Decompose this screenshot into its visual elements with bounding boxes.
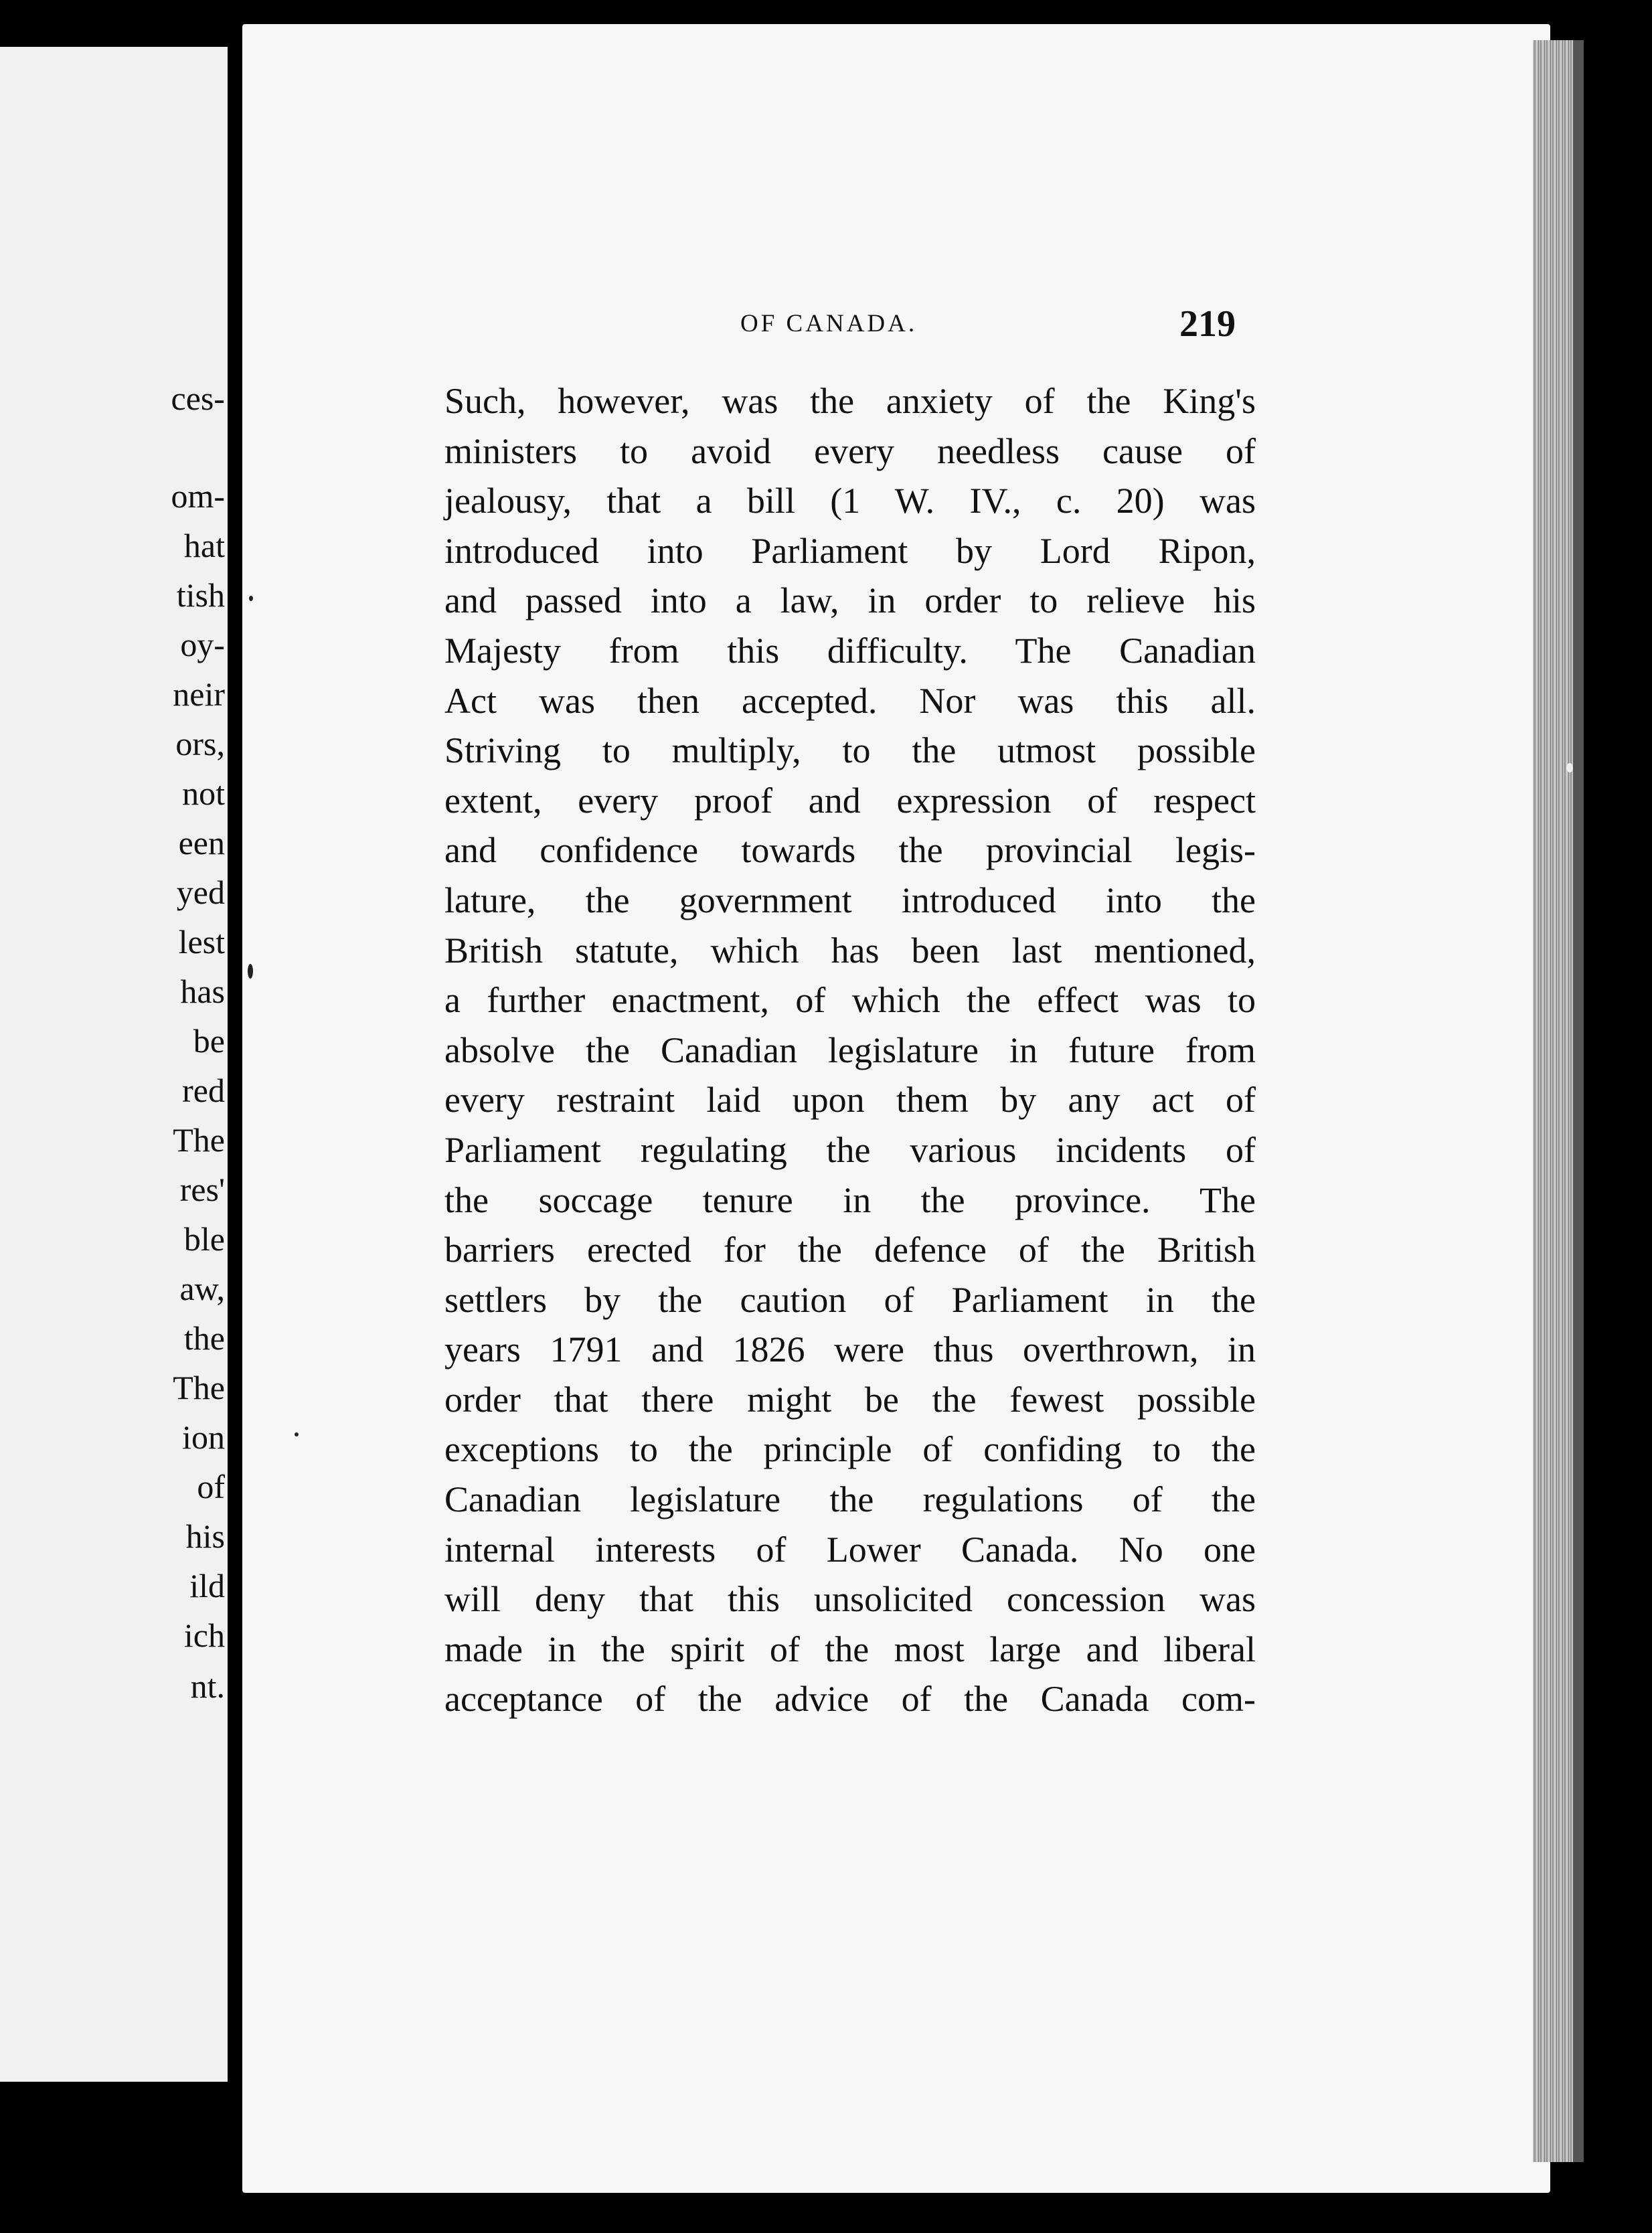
cover-edge [1573, 40, 1584, 2162]
left-line-fragment: om- [171, 477, 225, 515]
dust-speck [295, 1432, 299, 1436]
text-line: Canadian legislature the regulations of the [444, 1479, 1256, 1520]
text-line: jealousy, that a bill (1 W. IV., c. 20) was [444, 481, 1256, 521]
text-line: British statute, which has been last mentioned, [444, 930, 1256, 971]
left-line-fragment: The [173, 1121, 225, 1159]
page-fore-edge [1533, 40, 1573, 2162]
text-line: and passed into a law, in order to relieve his [444, 580, 1256, 621]
text-line: will deny that this unsolicited concession was [444, 1579, 1256, 1620]
body-text [444, 376, 1256, 1724]
left-line-fragment: aw, [179, 1270, 225, 1307]
left-line-fragment: his [185, 1517, 225, 1555]
dust-speck [249, 596, 253, 601]
text-line: ministers to avoid every needless cause of [444, 430, 1256, 471]
text-line: years 1791 and 1826 were thus overthrown, in [444, 1329, 1256, 1370]
text-line: every restraint laid upon them by any act of [444, 1080, 1256, 1121]
left-line-fragment: the [183, 1319, 225, 1357]
text-line: Such, however, was the anxiety of the King's [444, 381, 1256, 421]
left-line-fragment: nt. [190, 1667, 225, 1705]
left-line-fragment: res' [179, 1171, 225, 1208]
left-line-fragment: ble [183, 1220, 225, 1258]
text-line: acceptance of the advice of the Canada com- [444, 1679, 1256, 1720]
text-line: a further enactment, of which the effect was to [444, 980, 1256, 1021]
left-line-fragment: ion [182, 1418, 225, 1456]
text-line: Act was then accepted. Nor was this all. [444, 680, 1256, 721]
page-number: 219 [1179, 303, 1236, 345]
text-line: made in the spirit of the most large and liberal [444, 1629, 1256, 1669]
left-line-fragment: has [180, 973, 225, 1010]
dust-speck [248, 964, 253, 979]
text-line: barriers erected for the defence of the British [444, 1230, 1256, 1270]
text-line: extent, every proof and expression of respect [444, 780, 1256, 821]
left-line-fragment: ich [183, 1617, 225, 1654]
text-line: lature, the government introduced into the [444, 880, 1256, 920]
left-line-fragment: red [182, 1072, 225, 1109]
left-line-fragment: ild [189, 1567, 225, 1604]
left-line-fragment: een [178, 824, 225, 861]
text-line: the soccage tenure in the province. The [444, 1179, 1256, 1220]
text-line: order that there might be the fewest possible [444, 1379, 1256, 1420]
text-line: Striving to multiply, to the utmost possible [444, 730, 1256, 771]
left-line-fragment: ors, [175, 725, 225, 762]
left-line-fragment: not [182, 774, 225, 812]
text-line: Majesty from this difficulty. The Canadian [444, 630, 1256, 671]
text-line: and confidence towards the provincial legis- [444, 830, 1256, 871]
previous-page [0, 47, 228, 2082]
text-line: settlers by the caution of Parliament in the [444, 1279, 1256, 1320]
dust-speck [1566, 763, 1573, 772]
left-line-fragment: hat [183, 527, 225, 564]
left-line-fragment: oy- [180, 626, 225, 663]
left-line-fragment: be [193, 1022, 225, 1060]
left-line-fragment: ces- [171, 380, 225, 417]
text-line: exceptions to the principle of confiding to the [444, 1429, 1256, 1470]
text-line: introduced into Parliament by Lord Ripon, [444, 530, 1256, 571]
left-line-fragment: The [173, 1369, 225, 1406]
text-line: absolve the Canadian legislature in future from [444, 1029, 1256, 1070]
left-line-fragment: lest [178, 923, 225, 961]
left-line-fragment: of [197, 1468, 225, 1505]
left-line-fragment: tish [176, 576, 225, 614]
left-line-fragment: neir [173, 675, 225, 713]
text-line: Parliament regulating the various incidents of [444, 1129, 1256, 1170]
running-head: OF CANADA. [740, 310, 918, 337]
text-line: internal interests of Lower Canada. No one [444, 1529, 1256, 1570]
left-line-fragment: yed [176, 874, 225, 911]
